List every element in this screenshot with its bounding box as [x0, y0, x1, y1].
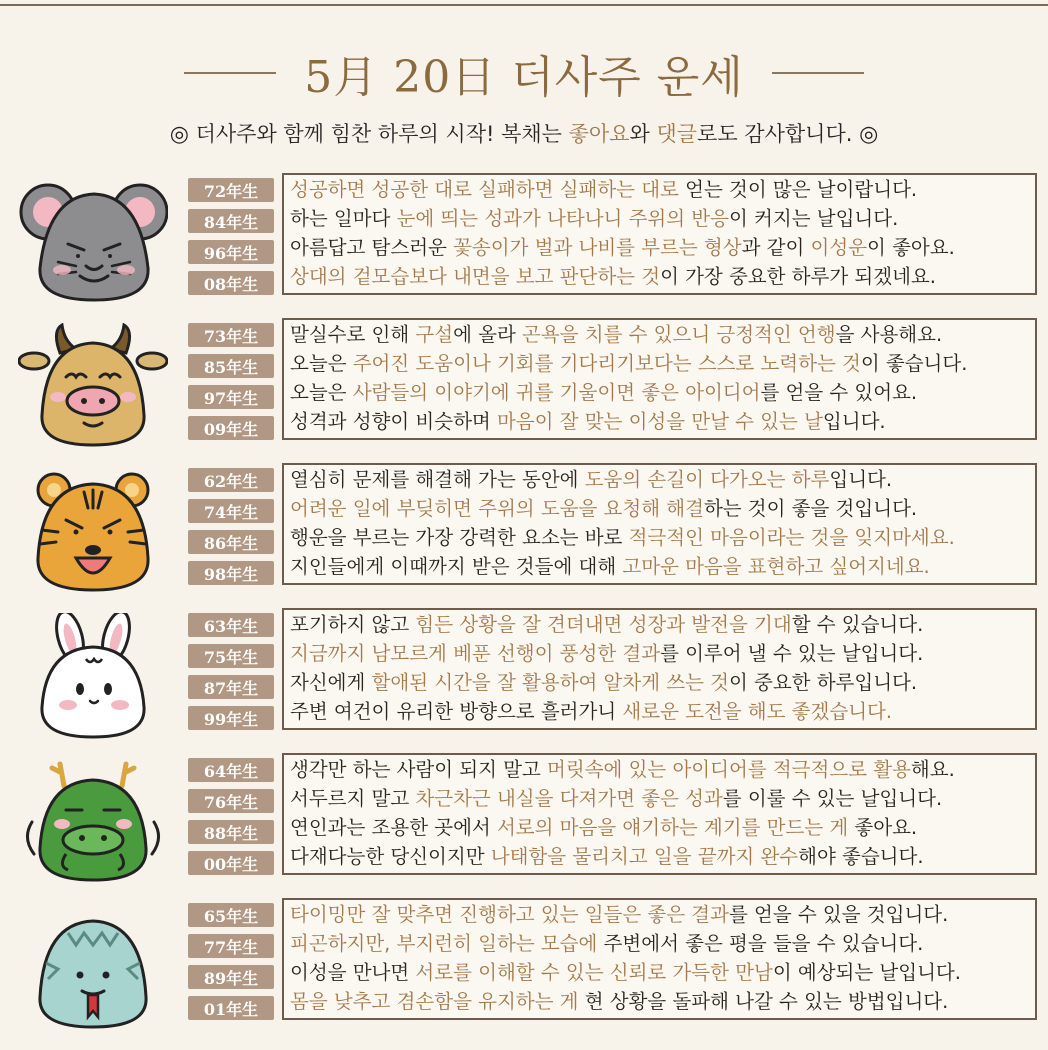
page-title: 5月 20日 더사주 운세	[304, 52, 744, 103]
year-badge: 97年生	[188, 385, 274, 409]
plain-text: 입니다.	[822, 410, 886, 433]
plain-text: 얻는 것이 많은 날이랍니다.	[678, 178, 918, 201]
highlight-text: 상대의 겉모습보다 내면을 보고 판단하는 것	[290, 265, 661, 288]
year-badges	[188, 178, 274, 302]
subtitle-text-1: 더사주와 함께 힘찬 하루의 시작! 복채는	[188, 122, 569, 146]
plain-text: 이 좋습니다.	[860, 352, 968, 375]
plain-text: 주변에서 좋은 평을 들을 수 있습니다.	[597, 932, 924, 955]
highlight-text: 구설	[415, 323, 454, 346]
fortune-line	[290, 843, 924, 871]
plain-text: 좋아요.	[848, 816, 918, 839]
title-left-rule	[184, 72, 276, 74]
year-badge: 96年生	[188, 240, 274, 264]
plain-text: 성격과 성향이 비슷하며	[290, 410, 497, 433]
fortune-line	[290, 408, 886, 436]
plain-text: 말실수로 인해	[290, 323, 416, 346]
bullseye-icon-right: ◎	[859, 122, 879, 147]
fortune-row-rabbit	[0, 613, 1048, 739]
bullseye-icon-left: ◎	[169, 122, 189, 147]
highlight-text: 이성운	[810, 236, 868, 259]
title-area	[0, 38, 1048, 108]
fortune-line	[290, 959, 961, 987]
highlight-text: 몸을 낮추고 겸손함을 유지하는 게	[290, 990, 579, 1013]
plain-text: 이성을 만나면	[290, 961, 416, 984]
highlight-text: 곤욕을 치를 수 있으니 긍정적인 언행	[522, 323, 836, 346]
year-badge: 74年生	[188, 499, 274, 523]
plain-text: 현 상황을 돌파해 나갈 수 있는 방법입니다.	[578, 990, 949, 1013]
dragon-icon	[18, 758, 168, 884]
fortune-line	[290, 553, 930, 581]
year-badge: 08年生	[188, 271, 274, 295]
year-badge: 73年生	[188, 323, 274, 347]
highlight-text: 할애된 시간을 잘 활용하여 알차게 쓰는 것	[371, 671, 729, 694]
fortune-line	[290, 756, 955, 784]
subtitle-highlight-like: 좋아요	[568, 122, 630, 146]
year-badges	[188, 468, 274, 592]
fortune-line	[290, 466, 892, 494]
plain-text: 연인과는 조용한 곳에서	[290, 816, 497, 839]
fortune-row-tiger	[0, 468, 1048, 594]
subtitle	[0, 118, 1048, 148]
rat-icon	[18, 178, 168, 304]
plain-text: 하는 일마다	[290, 207, 397, 230]
year-badge: 86年生	[188, 530, 274, 554]
fortune-box	[282, 173, 1037, 295]
fortune-line	[290, 263, 936, 291]
fortune-row-dragon	[0, 758, 1048, 884]
fortune-line	[290, 379, 917, 407]
highlight-text: 성공하면 성공한 대로 실패하면 실패하는 대로	[290, 178, 679, 201]
year-badge: 98年生	[188, 561, 274, 585]
plain-text: 지인들에게 이때까지 받은 것들에 대해	[290, 555, 623, 578]
plain-text: 을 사용해요.	[835, 323, 943, 346]
plain-text: 입니다.	[829, 468, 893, 491]
plain-text: 서두르지 말고	[290, 787, 416, 810]
plain-text: 이 예상되는 날입니다.	[772, 961, 961, 984]
plain-text: 행운을 부르는 가장 강력한 요소는 바로	[290, 526, 629, 549]
plain-text: 생각만 하는 사람이 되지 말고	[290, 758, 548, 781]
highlight-text: 새로운 도전을 해도 좋겠습니다.	[622, 700, 893, 723]
year-badge: 89年生	[188, 965, 274, 989]
highlight-text: 적극적인 마음이라는 것을 잊지마세요.	[628, 526, 955, 549]
fortune-box	[282, 608, 1037, 730]
plain-text: 이 가장 중요한 하루가 되겠네요.	[660, 265, 936, 288]
ox-icon	[18, 323, 168, 449]
plain-text: 과 같이	[741, 236, 811, 259]
highlight-text: 차근차근 내실을 다져가면 좋은 성과	[415, 787, 723, 810]
plain-text: 주변 여건이 유리한 방향으로 흘러가니	[290, 700, 623, 723]
year-badge: 09年生	[188, 416, 274, 440]
fortune-line	[290, 814, 917, 842]
tiger-icon	[18, 468, 168, 594]
year-badge: 65年生	[188, 903, 274, 927]
fortune-line	[290, 205, 898, 233]
year-badge: 88年生	[188, 820, 274, 844]
year-badge: 76年生	[188, 789, 274, 813]
fortune-line	[290, 901, 948, 929]
fortune-line	[290, 930, 923, 958]
year-badge: 75年生	[188, 644, 274, 668]
plain-text: 할 수 있습니다.	[791, 613, 924, 636]
plain-text: 를 얻을 수 있을 것입니다.	[728, 903, 949, 926]
plain-text: 를 얻을 수 있어요.	[760, 381, 918, 404]
fortune-line	[290, 495, 917, 523]
plain-text: 아름답고 탐스러운	[290, 236, 454, 259]
plain-text: 해요.	[910, 758, 955, 781]
fortune-line	[290, 321, 942, 349]
fortune-line	[290, 176, 917, 204]
fortune-row-rat	[0, 178, 1048, 304]
year-badge: 99年生	[188, 706, 274, 730]
highlight-text: 피곤하지만, 부지런히 일하는 모습에	[290, 932, 598, 955]
plain-text: 열심히 문제를 해결해 가는 동안에	[290, 468, 585, 491]
fortune-box	[282, 318, 1037, 440]
year-badge: 87年生	[188, 675, 274, 699]
plain-text: 오늘은	[290, 381, 353, 404]
highlight-text: 어려운 일에 부딪히면 주위의 도움을 요청해 해결	[290, 497, 704, 520]
rabbit-icon	[18, 613, 168, 739]
highlight-text: 지금까지 남모르게 베푼 선행이 풍성한 결과	[290, 642, 661, 665]
subtitle-highlight-comment: 댓글	[656, 122, 698, 146]
fortune-box	[282, 753, 1037, 875]
highlight-text: 고마운 마음을 표현하고 싶어지네요.	[622, 555, 930, 578]
highlight-text: 마음이 잘 맞는 이성을 만날 수 있는 날	[496, 410, 823, 433]
highlight-text: 사람들의 이야기에 귀를 기울이면 좋은 아이디어	[352, 381, 761, 404]
plain-text: 이 좋아요.	[867, 236, 955, 259]
fortune-line	[290, 988, 948, 1016]
highlight-text: 서로를 이해할 수 있는 신뢰로 가득한 만남	[415, 961, 773, 984]
fortune-box	[282, 898, 1037, 1020]
year-badge: 72年生	[188, 178, 274, 202]
plain-text: 하는 것이 좋을 것입니다.	[703, 497, 918, 520]
year-badges	[188, 758, 274, 882]
fortune-box	[282, 463, 1037, 585]
title-right-rule	[772, 72, 864, 74]
highlight-text: 도움의 손길이 다가오는 하루	[584, 468, 830, 491]
plain-text: 포기하지 않고	[290, 613, 416, 636]
year-badge: 84年生	[188, 209, 274, 233]
fortune-line	[290, 234, 955, 262]
subtitle-text-2: 와	[629, 122, 657, 146]
year-badges	[188, 323, 274, 447]
year-badge: 00年生	[188, 851, 274, 875]
plain-text: 이 커지는 날입니다.	[728, 207, 899, 230]
fortune-line	[290, 640, 923, 668]
highlight-text: 나태함을 물리치고 일을 끝까지 완수	[490, 845, 799, 868]
highlight-text: 타이밍만 잘 맞추면 진행하고 있는 일들은 좋은 결과	[290, 903, 729, 926]
fortune-line	[290, 524, 955, 552]
plain-text: 자신에게	[290, 671, 372, 694]
fortune-line	[290, 785, 942, 813]
year-badge: 01年生	[188, 996, 274, 1020]
highlight-text: 주어진 도움이나 기회를 기다리기보다는 스스로 노력하는 것	[352, 352, 861, 375]
highlight-text: 눈에 띄는 성과가 나타나니 주위의 반응	[396, 207, 729, 230]
snake-icon	[18, 903, 168, 1029]
highlight-text: 꽃송이가 벌과 나비를 부르는 형상	[453, 236, 742, 259]
plain-text: 를 이룰 수 있는 날입니다.	[722, 787, 943, 810]
plain-text: 해야 좋습니다.	[798, 845, 924, 868]
year-badge: 64年生	[188, 758, 274, 782]
plain-text: 를 이루어 낼 수 있는 날입니다.	[660, 642, 924, 665]
fortune-line	[290, 698, 892, 726]
year-badge: 63年生	[188, 613, 274, 637]
plain-text: 이 중요한 하루입니다.	[728, 671, 918, 694]
year-badges	[188, 903, 274, 1027]
plain-text: 에 올라	[453, 323, 523, 346]
plain-text: 오늘은	[290, 352, 353, 375]
year-badge: 85年生	[188, 354, 274, 378]
fortune-line	[290, 611, 923, 639]
year-badge: 62年生	[188, 468, 274, 492]
fortune-line	[290, 669, 917, 697]
highlight-text: 힘든 상황을 잘 견뎌내면 성장과 발전을 기대	[415, 613, 792, 636]
subtitle-text-3: 로도 감사합니다.	[697, 122, 860, 146]
highlight-text: 머릿속에 있는 아이디어를 적극적으로 활용	[547, 758, 911, 781]
year-badge: 77年生	[188, 934, 274, 958]
plain-text: 다재다능한 당신이지만	[290, 845, 491, 868]
fortune-row-ox	[0, 323, 1048, 449]
fortune-line	[290, 350, 967, 378]
fortune-row-snake	[0, 903, 1048, 1029]
top-rule	[0, 4, 1048, 6]
year-badges	[188, 613, 274, 737]
highlight-text: 서로의 마음을 얘기하는 계기를 만드는 게	[496, 816, 849, 839]
